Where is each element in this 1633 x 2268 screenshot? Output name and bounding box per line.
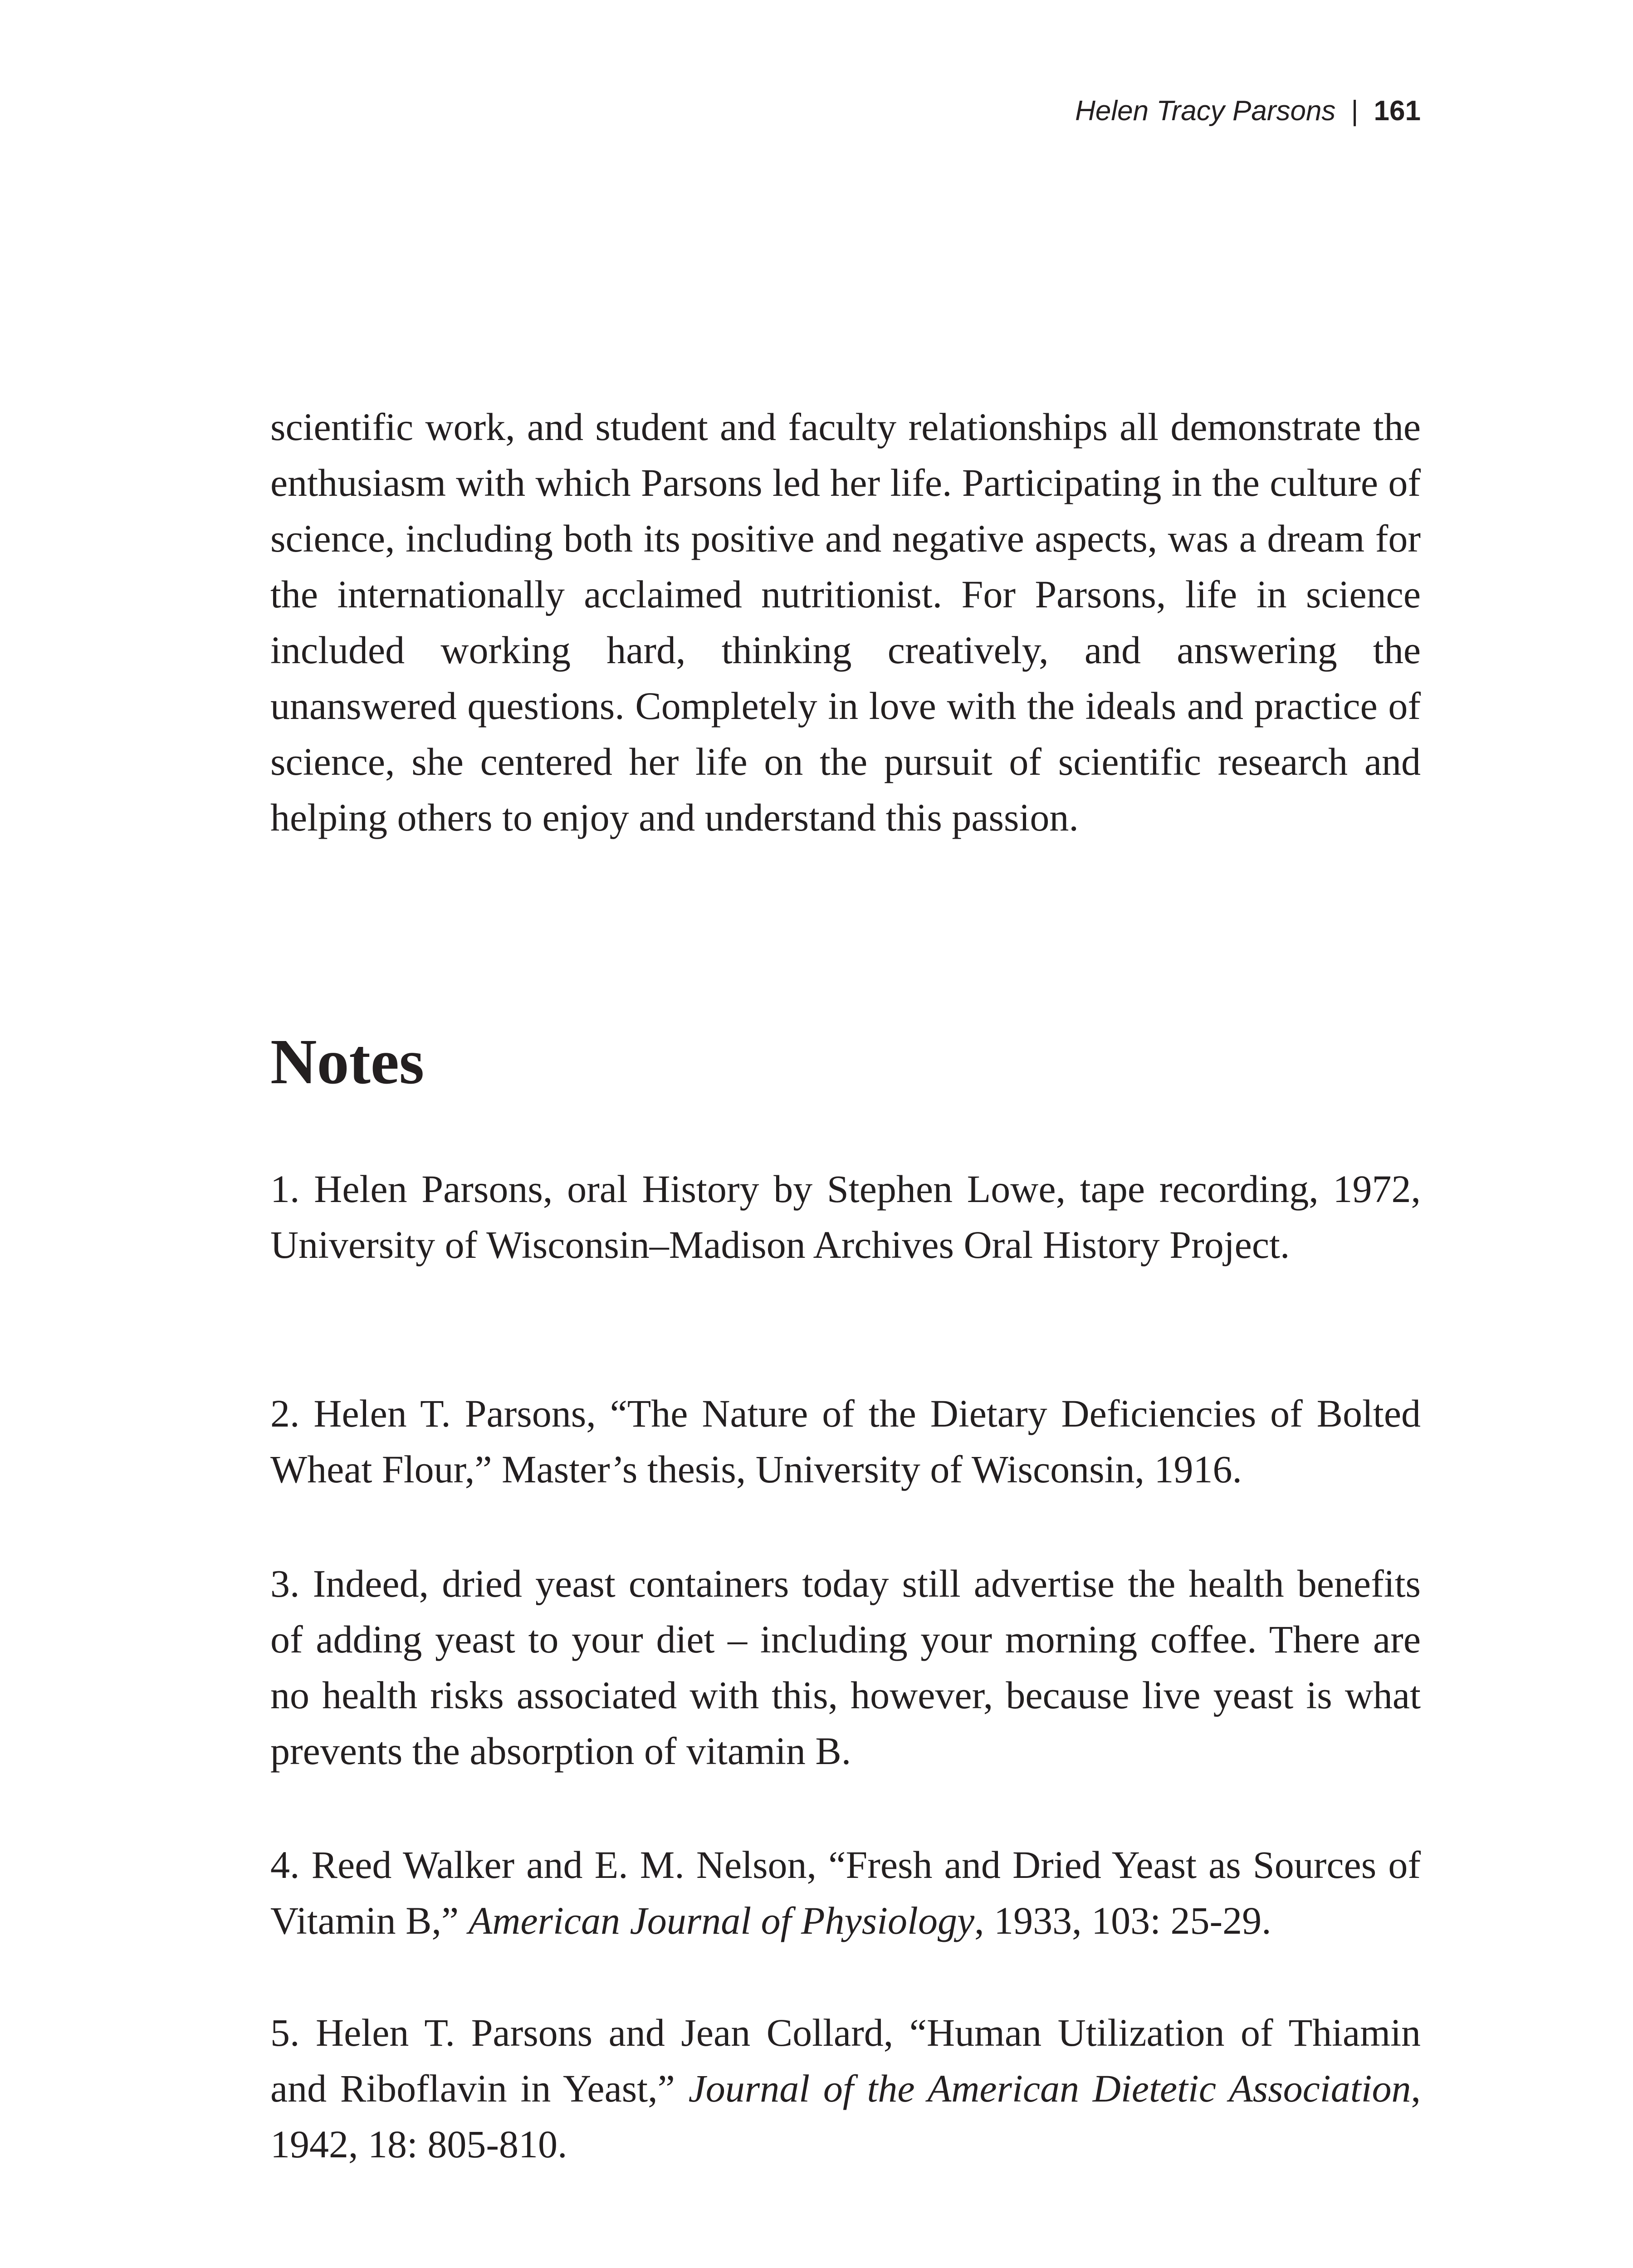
note-4 [270, 1837, 1421, 1949]
note-4-text: 4. Reed Walker and E. M. Nelson, “Fresh and Dried Yeast as Sources of Vitamin B,” [270, 1843, 1421, 1942]
note-5-details: , 1942, 18: 805-810. [270, 2067, 1421, 2166]
body-paragraph: scientific work, and student and faculty relationships all demonstrate the enthusiasm with which Parsons led her life. Participating in the culture of science, including both its positive and negative aspects, was a dream for the internationally acclaimed nutritionist. For Parsons, life in science included working hard, thinking creatively, and answering the unanswered questions. Completely in love with the ideals and practice of science, she centered her life on the pursuit of scientific research and helping others to enjoy and understand this passion. [270, 405, 1421, 839]
note-5 [270, 2005, 1421, 2172]
running-head-separator: | [1351, 95, 1359, 127]
note-4-details: , 1933, 103: 25-29. [974, 1899, 1271, 1942]
note-5-text: 5. Helen T. Parsons and Jean Collard, “Human Utilization of Thiamin and Riboflavin in Yeast,” [270, 2011, 1421, 2110]
running-head [1075, 93, 1421, 129]
note-2: 2. Helen T. Parsons, “The Nature of the Dietary Deficiencies of Bolted Wheat Flour,” Master’s thesis, University of Wisconsin, 1916. [270, 1392, 1421, 1491]
note-5-journal: Journal of the American Dietetic Association [688, 2067, 1411, 2110]
notes-heading: Notes [270, 1026, 425, 1097]
page-number: 161 [1374, 95, 1421, 127]
note-1: 1. Helen Parsons, oral History by Stephen Lowe, tape recording, 1972, University of Wisconsin–Madison Archives Oral History Project. [270, 1167, 1421, 1266]
note-4-journal: American Journal of Physiology [468, 1899, 975, 1942]
note-3: 3. Indeed, dried yeast containers today still advertise the health benefits of adding yeast to your diet – including your morning coffee. There are no health risks associated with this, however, because live yeast is what prevents the absorption of vitamin B. [270, 1562, 1421, 1773]
running-head-title: Helen Tracy Parsons [1075, 95, 1336, 127]
